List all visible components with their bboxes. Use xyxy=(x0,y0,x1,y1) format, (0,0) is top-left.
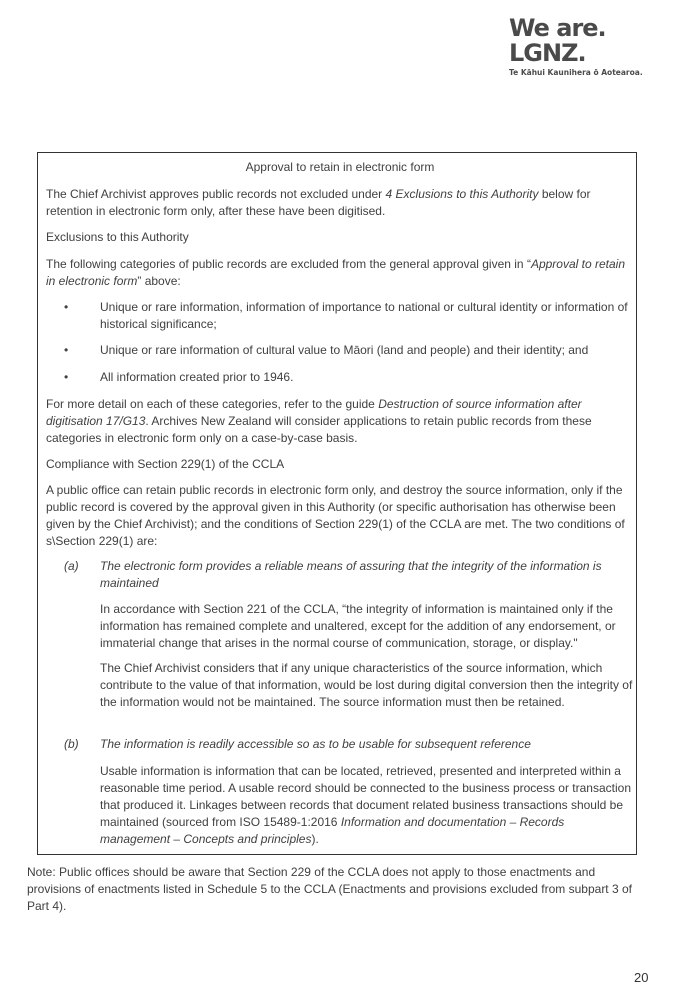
bullet-icon: • xyxy=(64,343,69,357)
bullet-icon: • xyxy=(64,370,69,384)
logo-line-2: LGNZ. xyxy=(509,39,586,67)
condition-a-paragraph-1: In accordance with Section 221 of the CCLA, “the integrity of information is maintained only if the information has remained complete and unaltered, except for the addition of any endorsement, or immaterial change that arises in the normal course of communication, storage, or display." xyxy=(100,602,616,650)
condition-b-paragraph: Usable information is information that can be located, retrieved, presented and interpreted within a reasonable time period. A usable record should be connected to the business process or transaction that produced it. Linkages between records that document related business transactions should be maintained (sourced from ISO 15489-1:2016 Information and documentation – Records management – Concepts and principles). xyxy=(100,764,631,846)
condition-a-title: The electronic form provides a reliable means of assuring that the integrity of the information is maintained xyxy=(100,559,602,590)
condition-b-title: The information is readily accessible so as to be usable for subsequent reference xyxy=(100,737,531,751)
detail-paragraph: For more detail on each of these categories, refer to the guide Destruction of source information after digitisation 17/G13. Archives New Zealand will consider applications to retain public records from these categories in electronic form only on a case-by-case basis. xyxy=(46,397,592,445)
logo-tagline: Te Kāhui Kaunihera ō Aotearoa. xyxy=(509,68,643,77)
note-paragraph: Note: Public offices should be aware that Section 229 of the CCLA does not apply to those enactments and provisions of enactments listed in Schedule 5 to the CCLA (Enactments and provisions excluded from subpart 3 of Part 4). xyxy=(27,865,632,913)
condition-b-label: (b) xyxy=(64,737,79,751)
compliance-heading: Compliance with Section 229(1) of the CCLA xyxy=(46,457,285,471)
compliance-paragraph: A public office can retain public records in electronic form only, and destroy the source information, only if the public record is covered by the approval given in this Authority (or specific authorisation has otherwise been given by the Chief Archivist); and the conditions of Section 229(1) of the CCLA are met. The two conditions of s\Section 229(1) are: xyxy=(46,483,625,548)
logo-line-1: We are. xyxy=(509,14,606,42)
bullet-icon: • xyxy=(64,300,69,314)
condition-a-label: (a) xyxy=(64,559,79,573)
page-number: 20 xyxy=(634,970,649,985)
condition-a-paragraph-2: The Chief Archivist considers that if any unique characteristics of the source information, which contribute to the value of that information, would be lost during digital conversion then the integrity of the information would not be maintained. The source information must then be retained. xyxy=(100,661,633,709)
exclusions-heading: Exclusions to this Authority xyxy=(46,230,189,244)
lgnz-logo xyxy=(509,16,669,77)
bullet-item: All information created prior to 1946. xyxy=(100,370,294,384)
box-title: Approval to retain in electronic form xyxy=(245,160,435,174)
bullet-item: Unique or rare information, information of importance to national or cultural identity or information of historical significance; xyxy=(100,300,628,331)
bullet-item: Unique or rare information of cultural value to Māori (land and people) and their identity; and xyxy=(100,343,589,357)
intro-paragraph: The Chief Archivist approves public records not excluded under 4 Exclusions to this Authority below for retention in electronic form only, after these have been digitised. xyxy=(46,187,591,218)
exclusions-intro: The following categories of public records are excluded from the general approval given in “Approval to retain in electronic form” above: xyxy=(46,257,625,288)
